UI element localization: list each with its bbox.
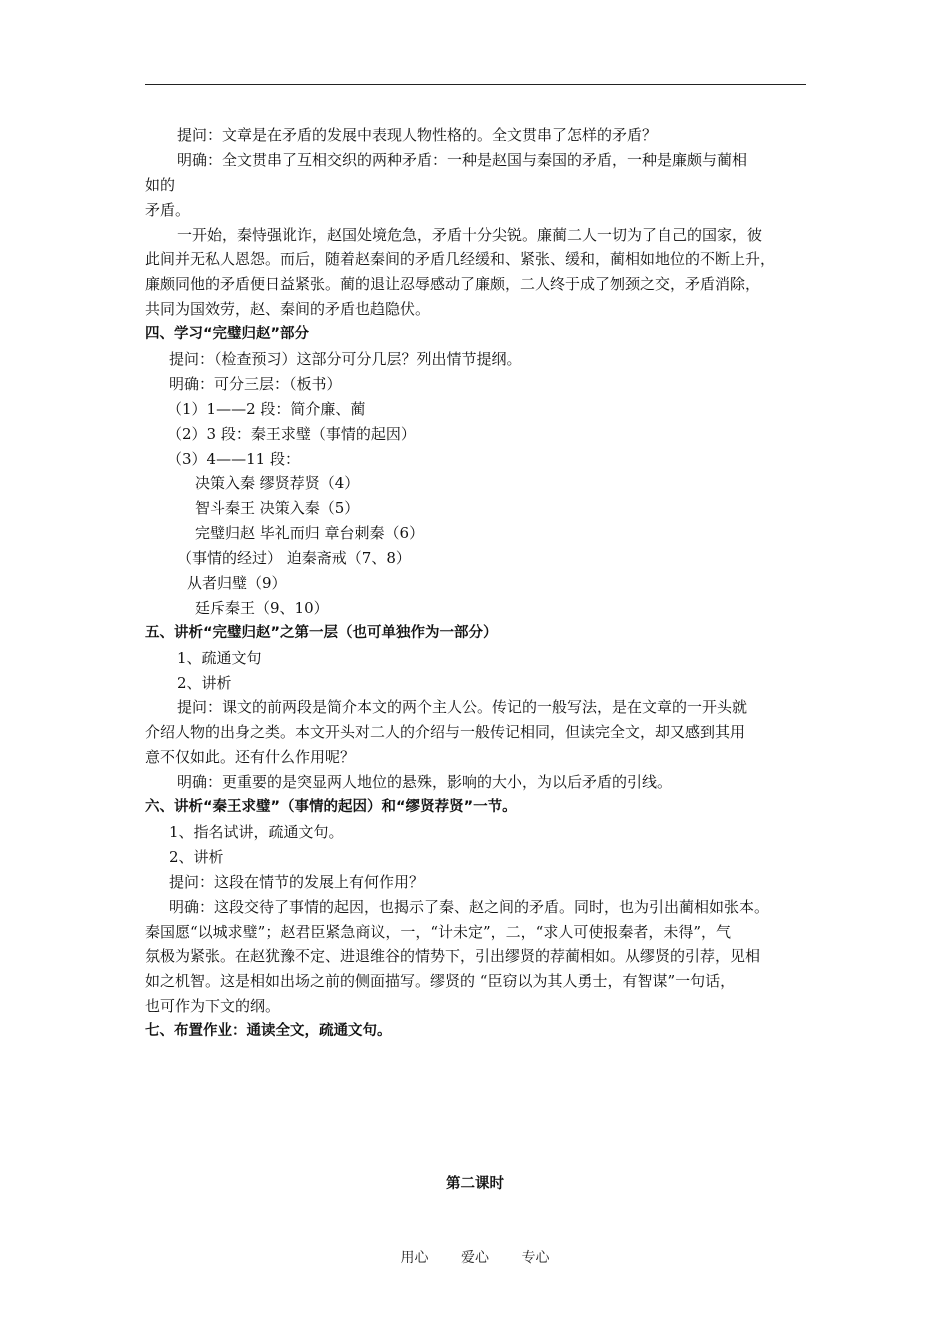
paragraph-line: 廷斥秦王（9、10） [195, 598, 329, 617]
paragraph-line: 智斗秦王 决策入秦（5） [195, 499, 360, 518]
paragraph-line: （1）1——2 段：简介廉、蔺 [167, 399, 366, 418]
footer-motto-1: 用心 [400, 1250, 429, 1266]
section-heading: 五、讲析“完璧归赵”之第一层（也可单独作为一部分） [145, 624, 498, 641]
paragraph-line: 如的 [145, 175, 176, 194]
paragraph-line: 廉颇同他的矛盾便日益紧张。蔺的退让忍辱感动了廉颇，二人终于成了刎颈之交，矛盾消除， [145, 275, 761, 294]
paragraph-line: 一开始，秦恃强讹诈，赵国处境危急，矛盾十分尖锐。廉蔺二人一切为了自己的国家，彼 [177, 225, 763, 244]
paragraph-line: 明确：更重要的是突显两人地位的悬殊，影响的大小，为以后矛盾的引线。 [177, 773, 673, 792]
paragraph-line: 明确：这段交待了事情的起因，也揭示了秦、赵之间的矛盾。同时，也为引出蔺相如张本。 [169, 897, 770, 916]
section-heading: 四、学习“完璧归赵”部分 [145, 326, 310, 343]
paragraph-line: 提问：（检查预习）这部分可分几层？列出情节提纲。 [169, 350, 522, 369]
paragraph-line: 意不仅如此。还有什么作用呢？ [145, 748, 356, 767]
paragraph-line: （3）4——11 段： [167, 449, 300, 468]
paragraph-line: 明确：全文贯串了互相交织的两种矛盾：一种是赵国与秦国的矛盾，一种是廉颇与蔺相 [177, 150, 748, 169]
paragraph-line: 提问：文章是在矛盾的发展中表现人物性格的。全文贯串了怎样的矛盾？ [177, 126, 658, 144]
lesson-subtitle: 第二课时 [446, 1176, 504, 1192]
paragraph-line: 共同为国效劳，赵、秦间的矛盾也趋隐伏。 [145, 300, 431, 319]
paragraph-line: 提问：这段在情节的发展上有何作用？ [169, 872, 425, 891]
paragraph-line: 秦国愿“以城求璧”；赵君臣紧急商议，一，“计未定”，二，“求人可使报秦者，未得”，气 [145, 922, 732, 941]
paragraph-line: 如之机智。这是相如出场之前的侧面描写。缪贤的 “臣窃以为其人勇士，有智谋”一句话， [145, 972, 736, 991]
paragraph-line: 1、疏通文句 [177, 648, 262, 667]
document-body [145, 123, 806, 1044]
paragraph-line: 2、讲析 [169, 847, 224, 866]
footer-motto-2: 爱心 [461, 1250, 489, 1266]
paragraph-line: 1、指名试讲，疏通文句。 [169, 822, 344, 841]
paragraph-line: 介绍人物的出身之类。本文开头对二人的介绍与一般传记相同，但读完全文，却又感到其用 [145, 723, 746, 742]
section-heading: 六、讲析“秦王求璧”（事情的起因）和“缪贤荐贤”一节。 [145, 799, 517, 816]
paragraph-line: 2、讲析 [177, 673, 232, 692]
section-heading: 七、布置作业：通读全文，疏通文句。 [145, 1023, 392, 1040]
paragraph-line: （2）3 段：秦王求璧（事情的起因） [167, 424, 416, 443]
paragraph-line: 从者归璧（9） [187, 574, 287, 593]
paragraph-line: 也可作为下文的纲。 [145, 997, 281, 1016]
paragraph-line: 氛极为紧张。在赵犹豫不定、进退维谷的情势下，引出缪贤的荐蔺相如。从缪贤的引荐，见相 [145, 947, 761, 966]
paragraph-line: 此间并无私人恩怨。而后，随着赵秦间的矛盾几经缓和、紧张、缓和，蔺相如地位的不断上升， [145, 250, 776, 269]
paragraph-line: 决策入秦 缪贤荐贤（4） [195, 474, 360, 493]
paragraph-line: 矛盾。 [145, 200, 191, 219]
paragraph-line: 明确：可分三层：（板书） [169, 374, 342, 393]
paragraph-line: （事情的经过） 迫秦斋戒（7、8） [177, 549, 411, 568]
paragraph-line: 完璧归赵 毕礼而归 章台刺秦（6） [195, 524, 425, 543]
header-rule [145, 84, 806, 85]
page-footer [0, 1247, 950, 1267]
paragraph-line: 提问：课文的前两段是简介本文的两个主人公。传记的一般写法，是在文章的一开头就 [177, 698, 748, 717]
footer-motto-3: 专心 [521, 1250, 550, 1266]
